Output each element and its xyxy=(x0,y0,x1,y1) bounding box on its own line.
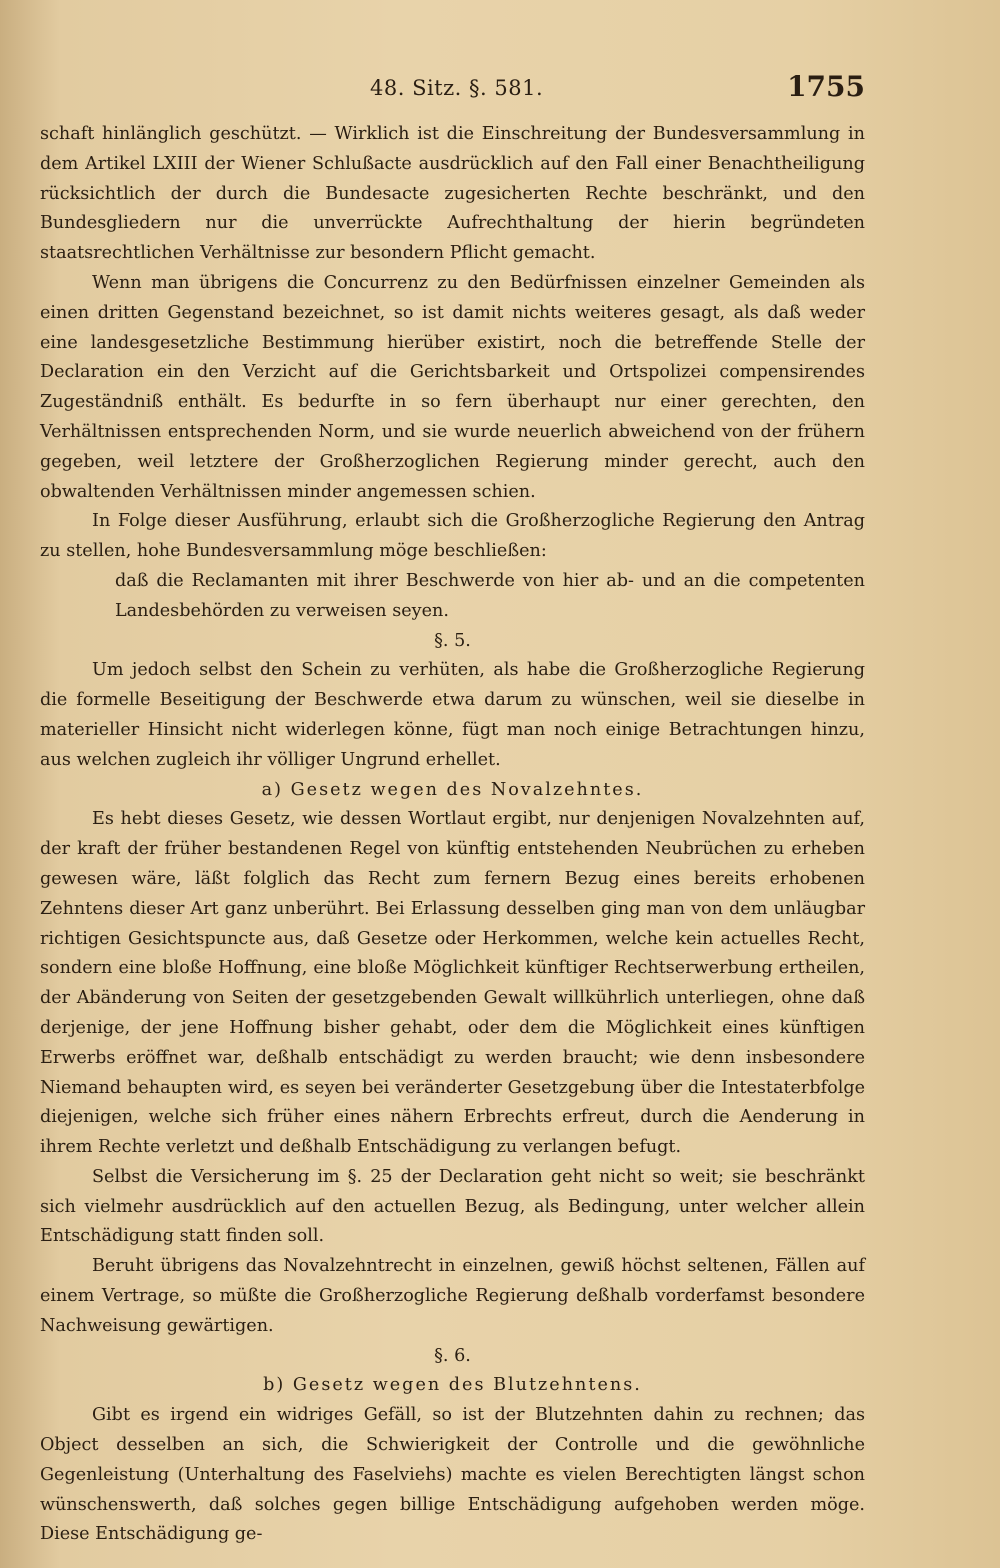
paragraph: Es hebt dieses Gesetz, wie dessen Wortlaut ergibt, nur denjenigen Novalzehnten auf, der kraft der früher bestandenen Regel von künftig entstehenden Neubrüchen zu erheben gewesen wäre, läßt folglich das Recht zum fernern Bezug eines bereits erhobenen Zehntens dieser Art ganz unberührt. Bei Erlassung desselben ging man von dem unläugbar richtigen Gesichtspuncte aus, daß Gesetze oder Herkommen, welche kein actuelles Recht, sondern eine bloße Hoffnung, eine bloße Möglichkeit künftiger Rechtserwerbung ertheilen, der Abänderung von Seiten der gesetzgebenden Gewalt willkührlich unterliegen, ohne daß derjenige, der jene Hoffnung bisher gehabt, oder dem die Möglichkeit eines künftigen Erwerbs eröffnet war, deßhalb entschädigt zu werden braucht; wie denn insbesondere Niemand behaupten wird, es seyen bei veränderter Gesetzgebung über die Intestaterbfolge diejenigen, welche sich früher eines nähern Erbrechts erfreut, durch die Aenderung in ihrem Rechte verletzt und deßhalb Entschädigung zu verlangen befugt. xyxy=(40,809,865,1158)
paragraph: Gibt es irgend ein widriges Gefäll, so ist der Blutzehnten dahin zu rechnen; das Object desselben an sich, die Schwierigkeit der Controlle und die gewöhnliche Gegenleistung (Unterhaltung des Faselviehs) machte es vielen Berechtigten längst schon wünschenswerth, daß solches gegen billige Entschädigung aufgehoben werden möge. Diese Entschädigung ge- xyxy=(40,1405,865,1545)
paragraph: Beruht übrigens das Novalzehntrecht in einzelnen, gewiß höchst seltenen, Fällen auf einem Vertrage, so müßte die Großherzogliche Regierung deßhalb vorderfamst besondere Nachweisung gewärtigen. xyxy=(40,1256,865,1336)
page-number: 1755 xyxy=(787,70,865,103)
section-heading: §. 6. xyxy=(434,1345,471,1366)
subheading: a) Gesetz wegen des Novalzehntes. xyxy=(261,779,644,800)
page-header xyxy=(40,70,865,110)
paragraph: schaft hinlänglich geschützt. — Wirklich ist die Einschreitung der Bundesversammlung in dem Artikel LXIII der Wiener Schlußacte ausdrücklich auf den Fall einer Benachtheiligung rücksichtlich der durch die Bundesacte zugesicherten Rechte beschränkt, und den Bundesgliedern nur die unverrückte Aufrechthaltung der hierin begründeten staatsrechtlichen Verhältnisse zur besondern Pflicht gemacht. xyxy=(40,124,865,264)
motion-text: daß die Reclamanten mit ihrer Beschwerde von hier ab- und an die competenten Landesbehörden zu verweisen seyen. xyxy=(115,570,865,621)
paragraph: Wenn man übrigens die Concurrenz zu den Bedürfnissen einzelner Gemeinden als einen dritten Gegenstand bezeichnet, so ist damit nichts weiteres gesagt, als daß weder eine landesgesetzliche Bestimmung hierüber existirt, noch die betreffende Stelle der Declaration ein den Verzicht auf die Gerichtsbarkeit und Ortspolizei compensirendes Zugeständniß enthält. Es bedurfte in so fern überhaupt nur einer gerechten, den Verhältnissen entsprechenden Norm, und sie wurde neuerlich abweichend von der frühern gegeben, weil letztere der Großherzoglichen Regierung minder gerecht, auch den obwaltenden Verhältnissen minder angemessen schien. xyxy=(40,272,865,502)
paragraph: Um jedoch selbst den Schein zu verhüten, als habe die Großherzogliche Regierung die formelle Beseitigung der Beschwerde etwa darum zu wünschen, weil sie dieselbe in materieller Hinsicht nicht widerlegen könne, fügt man noch einige Betrachtungen hinzu, aus welchen zugleich ihr völliger Ungrund erhellet. xyxy=(40,660,865,770)
subheading: b) Gesetz wegen des Blutzehntens. xyxy=(263,1375,642,1396)
running-head: 48. Sitz. §. 581. xyxy=(370,76,544,100)
paragraph: In Folge dieser Ausführung, erlaubt sich die Großherzogliche Regierung den Antrag zu stellen, hohe Bundesversammlung möge beschließen: xyxy=(40,511,865,562)
body-text xyxy=(40,120,865,1550)
paragraph: Selbst die Versicherung im §. 25 der Declaration geht nicht so weit; sie beschränkt sich vielmehr ausdrücklich auf den actuellen Bezug, als Bedingung, unter welcher allein Entschädigung statt finden soll. xyxy=(40,1166,865,1247)
section-heading: §. 5. xyxy=(434,630,471,651)
